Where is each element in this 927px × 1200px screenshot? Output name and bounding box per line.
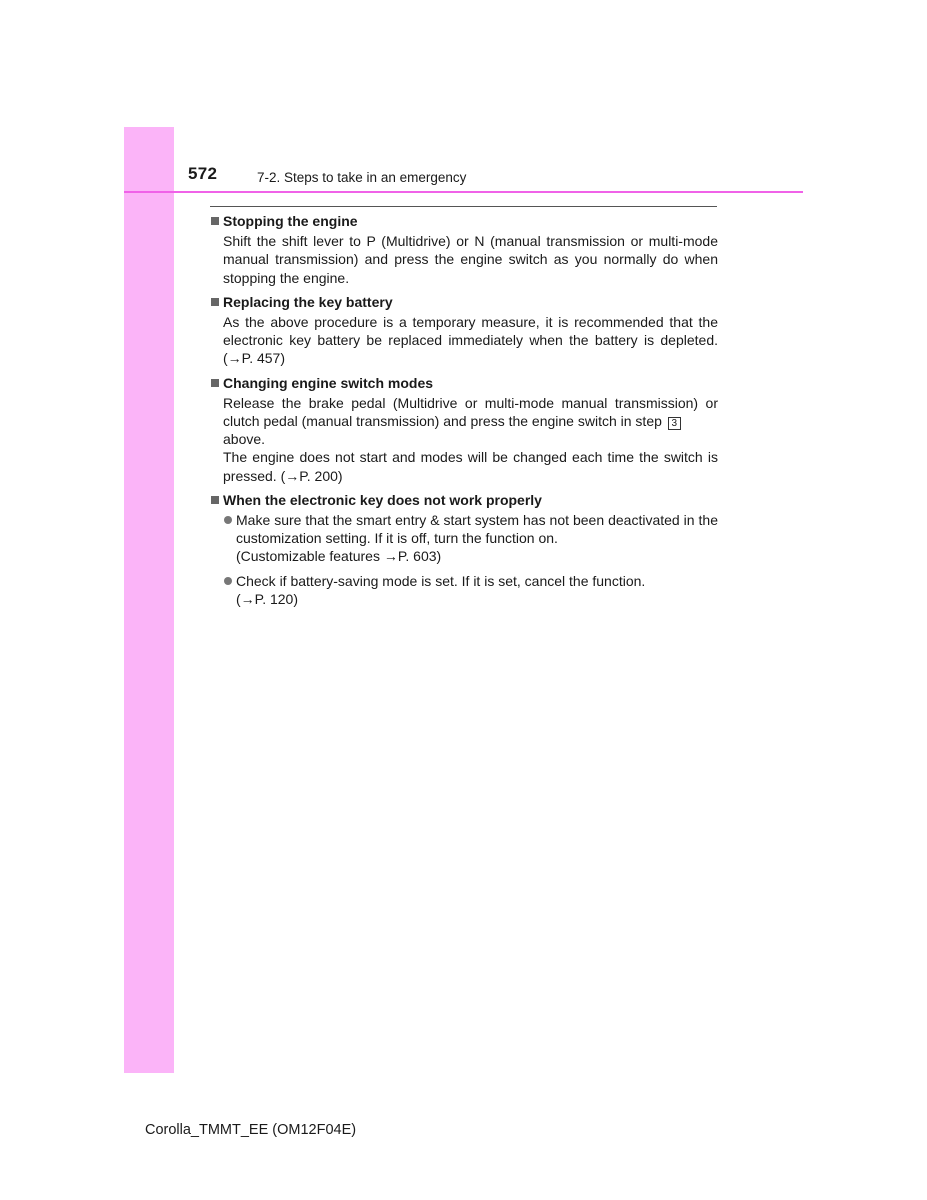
bullet-list	[223, 511, 718, 608]
section-heading: Changing engine switch modes	[210, 374, 718, 392]
square-bullet-icon	[211, 496, 219, 504]
section-heading: When the electronic key does not work properly	[210, 491, 718, 509]
section-heading: Replacing the key battery	[210, 293, 718, 311]
header-rule	[124, 191, 803, 193]
section-paragraph: As the above procedure is a temporary measure, it is recommended that the electronic key battery be replaced immediately when the battery is depleted. (→P. 457)	[223, 314, 718, 367]
section-paragraph: The engine does not start and modes will be changed each time the switch is pressed. (→P. 200)	[223, 449, 718, 484]
section-paragraph: Shift the shift lever to P (Multidrive) or N (manual transmission or multi-mode manual transmission) and press the engine switch as you normally do when stopping the engine.	[223, 233, 718, 286]
step-number-box: 3	[668, 417, 681, 430]
square-bullet-icon	[211, 217, 219, 225]
content-body	[210, 212, 718, 614]
list-item: Check if battery-saving mode is set. If it is set, cancel the function. (→P. 120)	[223, 572, 718, 608]
square-bullet-icon	[211, 298, 219, 306]
section-title: 7-2. Steps to take in an emergency	[257, 170, 467, 185]
section-stopping-engine	[210, 212, 718, 287]
section-heading: Stopping the engine	[210, 212, 718, 230]
list-item: Make sure that the smart entry & start system has not been deactivated in the customization setting. If it is off, turn the function on. (Customizable features →P. 603)	[223, 511, 718, 566]
section-paragraph: Release the brake pedal (Multidrive or multi-mode manual transmission) or clutch pedal (manual transmission) and press the engine switch in step 3 above.	[223, 394, 718, 448]
footer-doc-id: Corolla_TMMT_EE (OM12F04E)	[145, 1122, 357, 1138]
square-bullet-icon	[211, 379, 219, 387]
section-replacing-battery	[210, 293, 718, 368]
content-top-rule	[210, 206, 717, 207]
round-bullet-icon	[224, 577, 232, 585]
page-number: 572	[188, 164, 218, 183]
section-changing-modes	[210, 374, 718, 485]
round-bullet-icon	[224, 516, 232, 524]
side-tab-bar	[124, 127, 174, 1073]
section-key-not-working	[210, 491, 718, 608]
